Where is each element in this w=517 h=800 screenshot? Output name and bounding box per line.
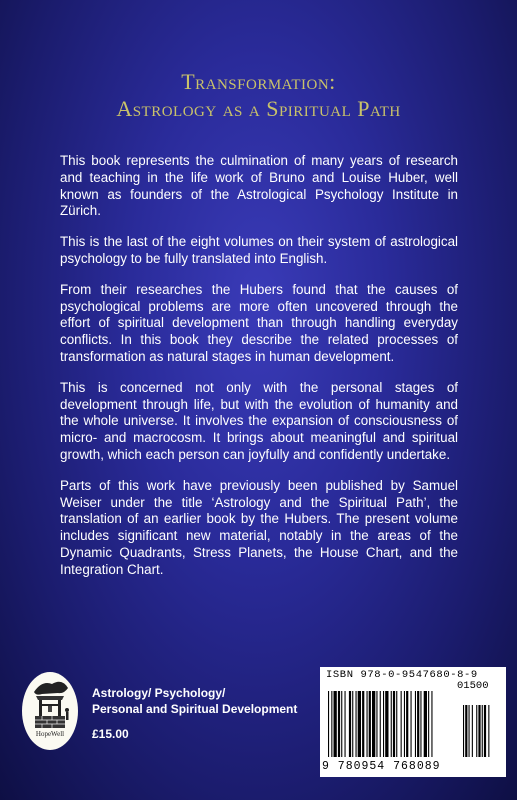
category-line-2: Personal and Spiritual Development — [92, 702, 298, 716]
blurb — [60, 153, 458, 593]
blurb-paragraph-2: This is the last of the eight volumes on their system of astrological psychology to be fully translated into English. — [60, 234, 458, 266]
category-line-1: Astrology/ Psychology/ — [92, 686, 226, 700]
publisher-logo — [22, 672, 78, 750]
ean-digits: 9 780954 768089 — [322, 760, 441, 773]
price: £15.00 — [92, 727, 129, 741]
isbn-barcode — [320, 667, 506, 777]
isbn-text: ISBN 978-0-9547680-8-9 — [326, 669, 478, 681]
price-code: 01500 — [457, 680, 489, 692]
book-title-line-2: Astrology as a Spiritual Path — [116, 96, 401, 121]
subject-categories — [92, 685, 297, 717]
blurb-paragraph-1: This book represents the culmination of many years of research and teaching in the life work of Bruno and Louise Huber, well known as founders of the Astrological Psychology Institute in Zürich. — [60, 153, 458, 219]
well-icon — [22, 672, 78, 750]
blurb-paragraph-5: Parts of this work have previously been published by Samuel Weiser under the title ‘Astrology and the Spiritual Path’, the translation of an earlier book by the Hubers. The present volume includes significant new material, notably in the areas of the Dynamic Quadrants, Stress Planets, the House Chart, and the Integration Chart. — [60, 477, 458, 577]
blurb-paragraph-4: This is concerned not only with the personal stages of development through life, but with the evolution of humanity and the whole universe. It involves the expansion of consciousness of micro- and macrocosm. It brings about meaningful and spiritual growth, which each person can joyfully and confidently undertake. — [60, 379, 458, 462]
publisher-name: HopeWell — [35, 730, 65, 738]
blurb-paragraph-3: From their researches the Hubers found that the causes of psychological problems are more often uncovered through the effort of spiritual development than through handling everyday conflicts. In this book they describe the related processes of transformation as natural stages in human development. — [60, 281, 458, 364]
book-title-line-1: Transformation: — [181, 69, 336, 94]
barcode-icon — [328, 691, 498, 761]
